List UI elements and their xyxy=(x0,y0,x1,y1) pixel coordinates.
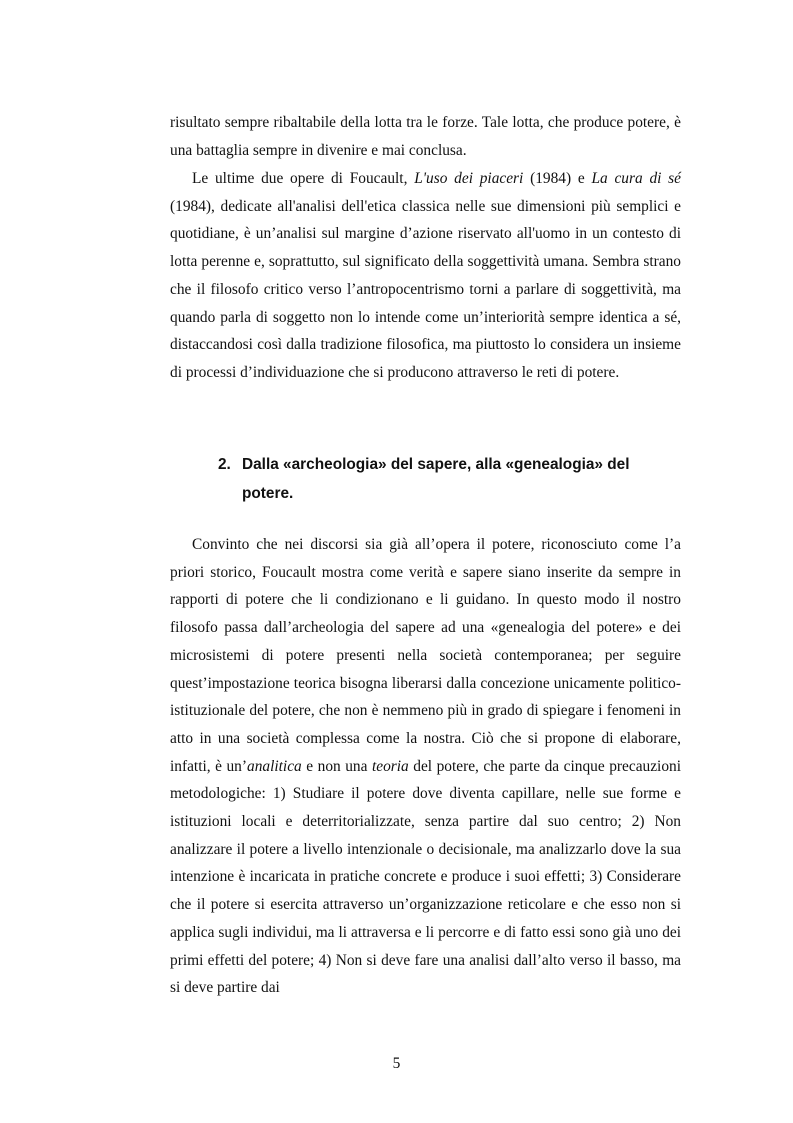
term-teoria: teoria xyxy=(371,757,409,775)
work-title-uso-dei-piaceri: L'uso dei piaceri xyxy=(414,170,524,187)
paragraph-3-text-b: e non una xyxy=(301,757,372,775)
paragraph-2-text-c: (1984), dedicate all'analisi dell'etica classica nelle sue dimensioni più semplici e quotidiane, è un’analisi sul margine d’azione riservato all'uomo in un contesto di lotta perenne e, soprattutto, sul significato della soggettività umana. Sembra strano che il filosofo critico verso l’antropocentrismo torni a parlare di soggettività, ma quando parla di soggetto non lo intende come un’interiorità sempre identica a sé, distaccandosi così dalla tradizione filosofica, ma piuttosto lo considera un insieme di processi d’individuazione che si producono attraverso le reti di potere. xyxy=(170,197,681,381)
term-analitica: analitica xyxy=(247,757,302,775)
paragraph-3 xyxy=(170,531,681,1002)
paragraph-3-text-a: Convinto che nei discorsi sia già all’opera il potere, riconosciuto come l’a priori storico, Foucault mostra come verità e sapere siano inserite da sempre in rapporti di potere che li condizionano e li guidano. In questo modo il nostro filosofo passa dall’archeologia del sapere ad una «genealogia del potere» e dei microsistemi di potere presenti nella società contemporanea; per seguire quest’impostazione teorica bisogna liberarsi dalla concezione unicamente politico-istituzionale del potere, che non è nemmeno più in grado di spiegare i fenomeni in atto in una società complessa come la nostra. Ciò che si propone di elaborare, infatti, è un’ xyxy=(170,536,681,775)
section-number: 2. xyxy=(218,456,231,473)
paragraph-2-text-a: Le ultime due opere di Foucault, xyxy=(192,170,415,187)
paragraph-1: risultato sempre ribaltabile della lotta tra le forze. Tale lotta, che produce potere, è una battaglia sempre in divenire e mai conclusa. xyxy=(170,114,681,159)
page-number: 5 xyxy=(392,1055,401,1072)
section-heading xyxy=(218,450,668,508)
work-title-cura-di-se: La cura di sé xyxy=(591,170,681,187)
paragraph-2-text-b: (1984) e xyxy=(523,170,592,187)
paragraph-2 xyxy=(170,165,681,387)
paragraph-3-text-c: del potere, che parte da cinque precauzioni metodologiche: 1) Studiare il potere dove diventa capillare, nelle sue forme e istituzioni locali e deterritorializzate, senza partire dal suo centro; 2) Non analizzare il potere a livello intenzionale o decisionale, ma analizzarlo dove la sua intenzione è incaricata in pratiche concrete e produce i suoi effetti; 3) Considerare che il potere si esercita attraverso un’organizzazione reticolare e che esso non si applica sugli individui, ma li attraversa e li percorre e di fatto essi sono già uno dei primi effetti del potere; 4) Non si deve fare una analisi dall’alto verso il basso, ma si deve partire dai xyxy=(170,757,681,997)
section-title: Dalla «archeologia» del sapere, alla «genealogia» del potere. xyxy=(242,456,630,502)
